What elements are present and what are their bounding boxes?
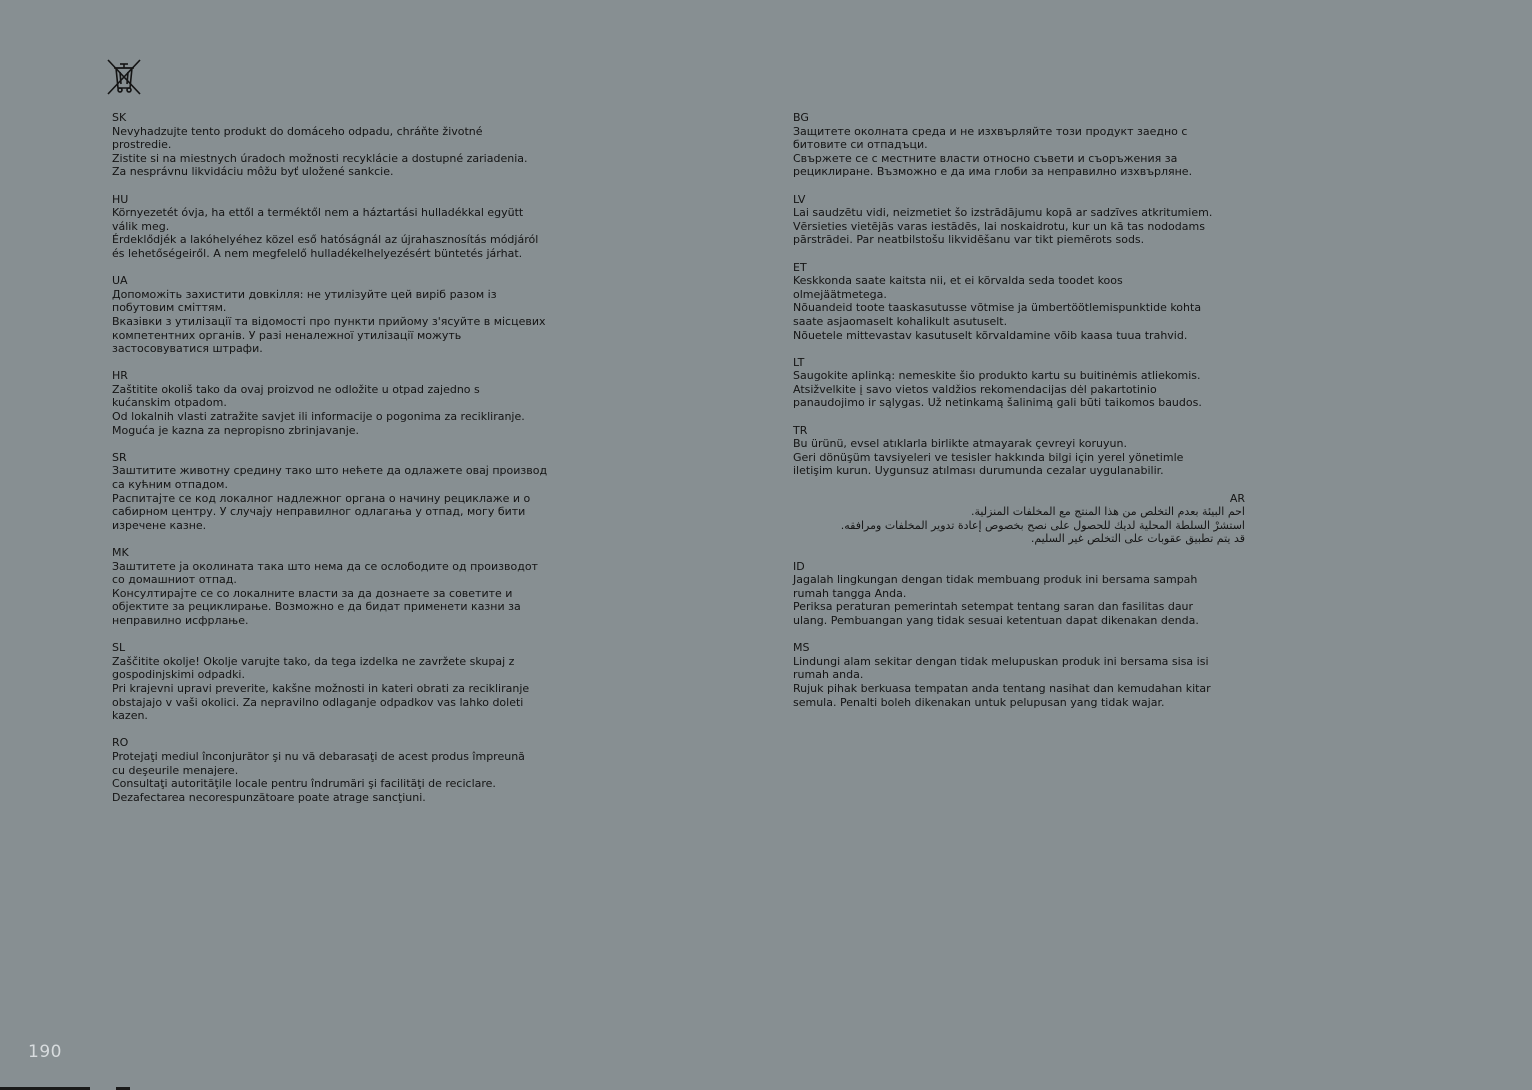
language-code: MS — [793, 641, 810, 655]
language-section-hr — [112, 369, 570, 437]
language-code: SL — [112, 641, 126, 655]
text-line: Допоможіть захистити довкілля: не утилізуйте цей виріб разом із — [112, 287, 497, 301]
right-column — [793, 111, 1245, 723]
text-line: Za nesprávnu likvidáciu môžu byť uložené sankcie. — [112, 165, 394, 179]
text-line: Dezafectarea necorespunzătoare poate atrage sancţiuni. — [112, 790, 426, 804]
text-line: panaudojimo ir sąlygas. Už netinkamą šalinimą gali būti taikomos baudos. — [793, 396, 1202, 410]
text-line: Rujuk pihak berkuasa tempatan anda tentang nasihat dan kemudahan kitar — [793, 681, 1211, 695]
text-line: Környezetét óvja, ha ettől a terméktől nem a háztartási hulladékkal együtt — [112, 206, 524, 220]
text-line: semula. Penalti boleh dikenakan untuk pelupusan yang tidak wajar. — [793, 695, 1165, 709]
language-section-ar — [793, 492, 1245, 546]
language-section-sk — [112, 111, 570, 179]
text-line: објектите за рециклирање. Возможно е да бидат применети казни за — [112, 600, 521, 614]
text-line: és lehetőségeiről. A nem megfelelő hulladékelhelyezésért büntetés járhat. — [112, 246, 523, 260]
text-line: Zaščitite okolje! Okolje varujte tako, da tega izdelka ne zavržete skupaj z — [112, 654, 515, 668]
language-code: ID — [793, 559, 805, 573]
text-line: Вказівки з утилізації та відомості про пункти прийому з'ясуйте в місцевих — [112, 314, 546, 328]
text-line: Заштитите животну средину тако што нећете да одлажете овај производ — [112, 464, 548, 478]
text-line: obstajajo v vaši okolici. Za nepravilno odlaganje odpadkov vas lahko doleti — [112, 695, 524, 709]
text-line: Zaštitite okoliš tako da ovaj proizvod ne odložite u otpad zajedno s — [112, 382, 480, 396]
language-code: LT — [793, 355, 805, 369]
language-section-lv — [793, 193, 1245, 247]
language-section-sl — [112, 641, 570, 723]
language-code: RO — [112, 736, 129, 750]
text-line: битовите си отпадъци. — [793, 138, 928, 152]
language-code: HU — [112, 192, 129, 206]
language-code: TR — [793, 423, 808, 437]
language-section-ua — [112, 274, 570, 356]
text-line: Protejaţi mediul înconjurător şi nu vă debarasaţi de acest produs împreună — [112, 749, 525, 763]
text-line: Periksa peraturan pemerintah setempat tentang saran dan fasilitas daur — [793, 600, 1194, 614]
language-section-lt — [793, 356, 1245, 410]
language-section-tr — [793, 424, 1245, 478]
text-line: Vērsieties vietējās varas iestādēs, lai noskaidrotu, kur un kā tas nododams — [793, 219, 1205, 233]
text-line: Lindungi alam sekitar dengan tidak melupuskan produk ini bersama sisa isi — [793, 654, 1209, 668]
text-line: побутовим сміттям. — [112, 301, 227, 315]
crossed-out-wheelie-bin-icon — [106, 58, 142, 96]
language-section-et — [793, 261, 1245, 343]
language-code: BG — [793, 111, 809, 124]
text-line: válik meg. — [112, 219, 170, 233]
text-line: rumah tangga Anda. — [793, 586, 907, 600]
text-line: сабирном центру. У случају неправилног одлагања у отпад, могу бити — [112, 505, 526, 519]
text-line: kazen. — [112, 709, 148, 723]
text-line: Распитајте се код локалног надлежног органа о начину рециклаже и о — [112, 491, 531, 505]
text-line: Érdeklődjék a lakóhelyéhez közel eső hatóságnál az újrahasznosítás módjáról — [112, 233, 539, 247]
text-line: со домашниот отпад. — [112, 573, 237, 587]
left-column — [112, 111, 570, 818]
text-line: pārstrādei. Par neatbilstošu likvidēšanu var tikt piemērots sods. — [793, 233, 1145, 247]
text-line: компетентних органів. У разі неналежної утилізації можуть — [112, 328, 462, 342]
text-line: Nõuandeid toote taaskasutusse võtmise ja ümbertöötlemispunktide kohta — [793, 301, 1202, 315]
text-line: Consultaţi autorităţile locale pentru îndrumări şi facilităţi de reciclare. — [112, 777, 496, 791]
page-number: 190 — [28, 1042, 62, 1062]
language-section-bg — [793, 111, 1245, 179]
text-line: olmejäätmetega. — [793, 287, 887, 301]
text-line: Moguća je kazna za nepropisno zbrinjavanje. — [112, 423, 360, 437]
text-line: ulang. Pembuangan yang tidak sesuai ketentuan dapat dikenakan denda. — [793, 613, 1199, 627]
text-line: saate asjaomaselt kohalikult asutuselt. — [793, 314, 1008, 328]
text-line: قد يتم تطبيق عقوبات على التخلص غير السليم. — [1030, 532, 1245, 546]
text-line: cu deşeurile menajere. — [112, 763, 239, 777]
text-line: احم البيئة بعدم التخلص من هذا المنتج مع المخلفات المنزلية. — [971, 505, 1245, 519]
language-section-hu — [112, 193, 570, 261]
language-code: SK — [112, 111, 127, 124]
text-line: Защитете околната среда и не изхвърляйте този продукт заедно с — [793, 124, 1188, 138]
text-line: kućanskim otpadom. — [112, 396, 227, 410]
language-code: LV — [793, 192, 806, 206]
text-line: неправилно исфрлање. — [112, 613, 249, 627]
text-line: prostredie. — [112, 138, 172, 152]
text-line: Консултирајте се со локалните власти за да дознаете за советите и — [112, 586, 513, 600]
text-line: Jagalah lingkungan dengan tidak membuang produk ini bersama sampah — [793, 573, 1198, 587]
text-line: Заштитете ја околината така што нема да се ослободите од производот — [112, 559, 538, 573]
text-line: Lai saudzētu vidi, neizmetiet šo izstrādājumu kopā ar sadzīves atkritumiem. — [793, 206, 1213, 220]
text-line: Keskkonda saate kaitsta nii, et ei kõrvalda seda toodet koos — [793, 274, 1123, 288]
text-line: застосовуватися штрафи. — [112, 342, 263, 356]
language-code: AR — [1229, 491, 1245, 505]
language-section-sr — [112, 451, 570, 533]
text-line: استشرْ السلطة المحلية لديك للحصول على نصح بخصوص إعادة تدوير المخلفات ومرافقه. — [840, 518, 1245, 532]
text-line: gospodinjskimi odpadki. — [112, 668, 245, 682]
text-line: Pri krajevni upravi preverite, kakšne možnosti in kateri obrati za recikliranje — [112, 681, 530, 695]
text-line: Свържете се с местните власти относно съвети и съоръжения за — [793, 151, 1178, 165]
language-code: ET — [793, 260, 807, 274]
text-line: Atsižvelkite į savo vietos valdžios rekomendacijas dėl pakartotinio — [793, 382, 1157, 396]
language-code: MK — [112, 546, 129, 559]
language-section-mk — [112, 546, 570, 628]
language-section-id — [793, 560, 1245, 628]
language-section-ms — [793, 641, 1245, 709]
text-line: са кућним отпадом. — [112, 478, 228, 492]
language-code: HR — [112, 369, 128, 383]
text-line: iletişim kurun. Uygunsuz atılması durumunda cezalar uygulanabilir. — [793, 464, 1164, 478]
text-line: Zistite si na miestnych úradoch možnosti recyklácie a dostupné zariadenia. — [112, 151, 528, 165]
text-line: изречене казне. — [112, 518, 207, 532]
text-line: Bu ürünü, evsel atıklarla birlikte atmayarak çevreyi koruyun. — [793, 437, 1127, 451]
text-line: Saugokite aplinką: nemeskite šio produkto kartu su buitinėmis atliekomis. — [793, 369, 1201, 383]
text-line: rumah anda. — [793, 668, 864, 682]
language-section-ro — [112, 736, 570, 804]
text-line: рециклиране. Възможно е да има глоби за неправилно изхвърляне. — [793, 165, 1193, 179]
language-code: SR — [112, 450, 127, 464]
text-line: Nõuetele mittevastav kasutuselt kõrvaldamine võib kaasa tuua trahvid. — [793, 328, 1188, 342]
text-line: Geri dönüşüm tavsiyeleri ve tesisler hakkında bilgi için yerel yönetimle — [793, 450, 1184, 464]
text-line: Nevyhadzujte tento produkt do domáceho odpadu, chráňte životné — [112, 124, 483, 138]
language-code: UA — [112, 274, 128, 288]
text-line: Od lokalnih vlasti zatražite savjet ili informacije o pogonima za recikliranje. — [112, 410, 525, 424]
